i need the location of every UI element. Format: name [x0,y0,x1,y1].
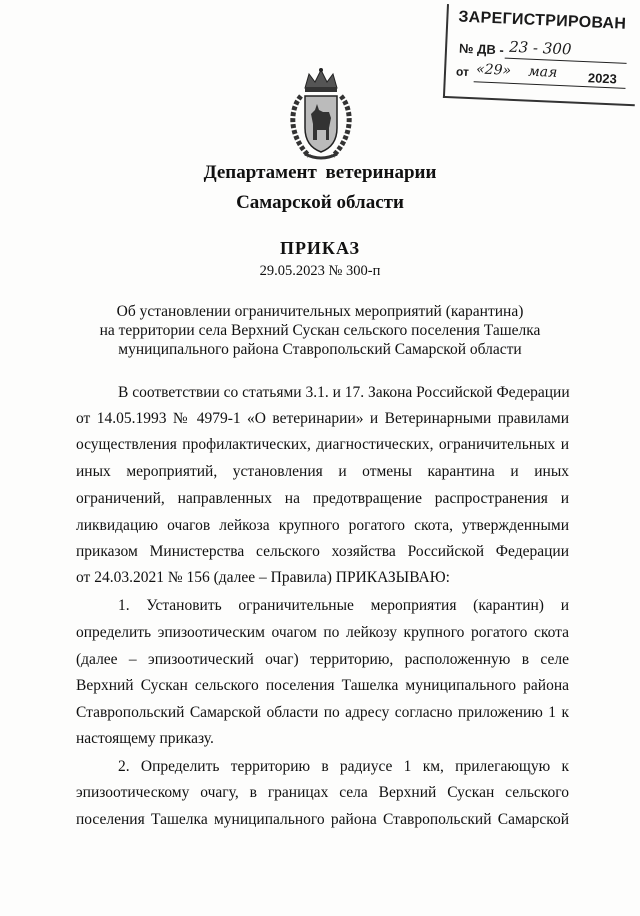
subject-line: Об установлении ограничительных мероприятий (карантина) [116,303,524,320]
stamp-day: «29» [475,61,512,79]
stamp-month: мая [527,63,558,81]
department-name-line2: Самарской области [236,192,404,213]
coat-of-arms-icon [283,66,359,164]
body-line: иных мероприятий, установления и отмены карантина и иных [76,463,569,480]
registration-stamp [443,4,639,106]
subject-line: на территории села Верхний Сускан сельского поселения Ташелка [99,322,541,339]
body-line: эпизоотическому очагу, в границах села Верхний Сускан сельского [76,784,569,801]
stamp-number-label: № ДВ - [458,40,505,58]
document-type: ПРИКАЗ [279,238,361,258]
department-name-line1: Департамент ветеринарии [203,162,437,183]
body-line: осуществления профилактических, диагностических, ограничительных и [76,436,569,453]
body-line: ограничений, направленных на предотвращение распространения и [76,490,569,507]
body-line: определить эпизоотическим очагом по лейкозу крупного рогатого скота [76,624,569,641]
body-line: ликвидацию очагов лейкоза крупного рогатого скота, утвержденными [76,517,569,534]
body-line: настоящему приказу. [76,730,214,747]
body-line: 1. Установить ограничительные мероприятия (карантин) и [118,597,569,614]
document-date-number: 29.05.2023 № 300-п [259,263,381,279]
stamp-year: 2023 [587,70,618,87]
subject-line: муниципального района Ставропольский Самарской области [118,341,522,358]
stamp-title: ЗАРЕГИСТРИРОВАН [458,8,627,33]
order-subject [0,302,640,359]
body-line: 2. Определить территорию в радиусе 1 км, прилегающую к [118,758,569,775]
body-line: от 14.05.1993 № 4979-1 «О ветеринарии» и Ветеринарными правилами [76,410,569,427]
body-line: от 24.03.2021 № 156 (далее – Правила) ПРИКАЗЫВАЮ: [76,569,450,586]
body-line: Ставропольский Самарской области по адресу согласно приложению 1 к [76,704,569,721]
stamp-number-value: 23 - 300 [508,37,572,59]
body-line: Верхний Сускан сельского поселения Ташелка муниципального района [76,677,569,694]
body-line: (далее – эпизоотический очаг) территорию, расположенную в селе [76,651,569,668]
stamp-date-prefix: от [455,64,470,80]
body-line: В соответствии со статьями 3.1. и 17. Закона Российской Федерации [118,384,570,401]
body-line: поселения Ташелка муниципального района Ставропольский Самарской [76,811,569,828]
body-line: приказом Министерства сельского хозяйства Российской Федерации [76,543,569,560]
stamp-underline [505,58,627,64]
